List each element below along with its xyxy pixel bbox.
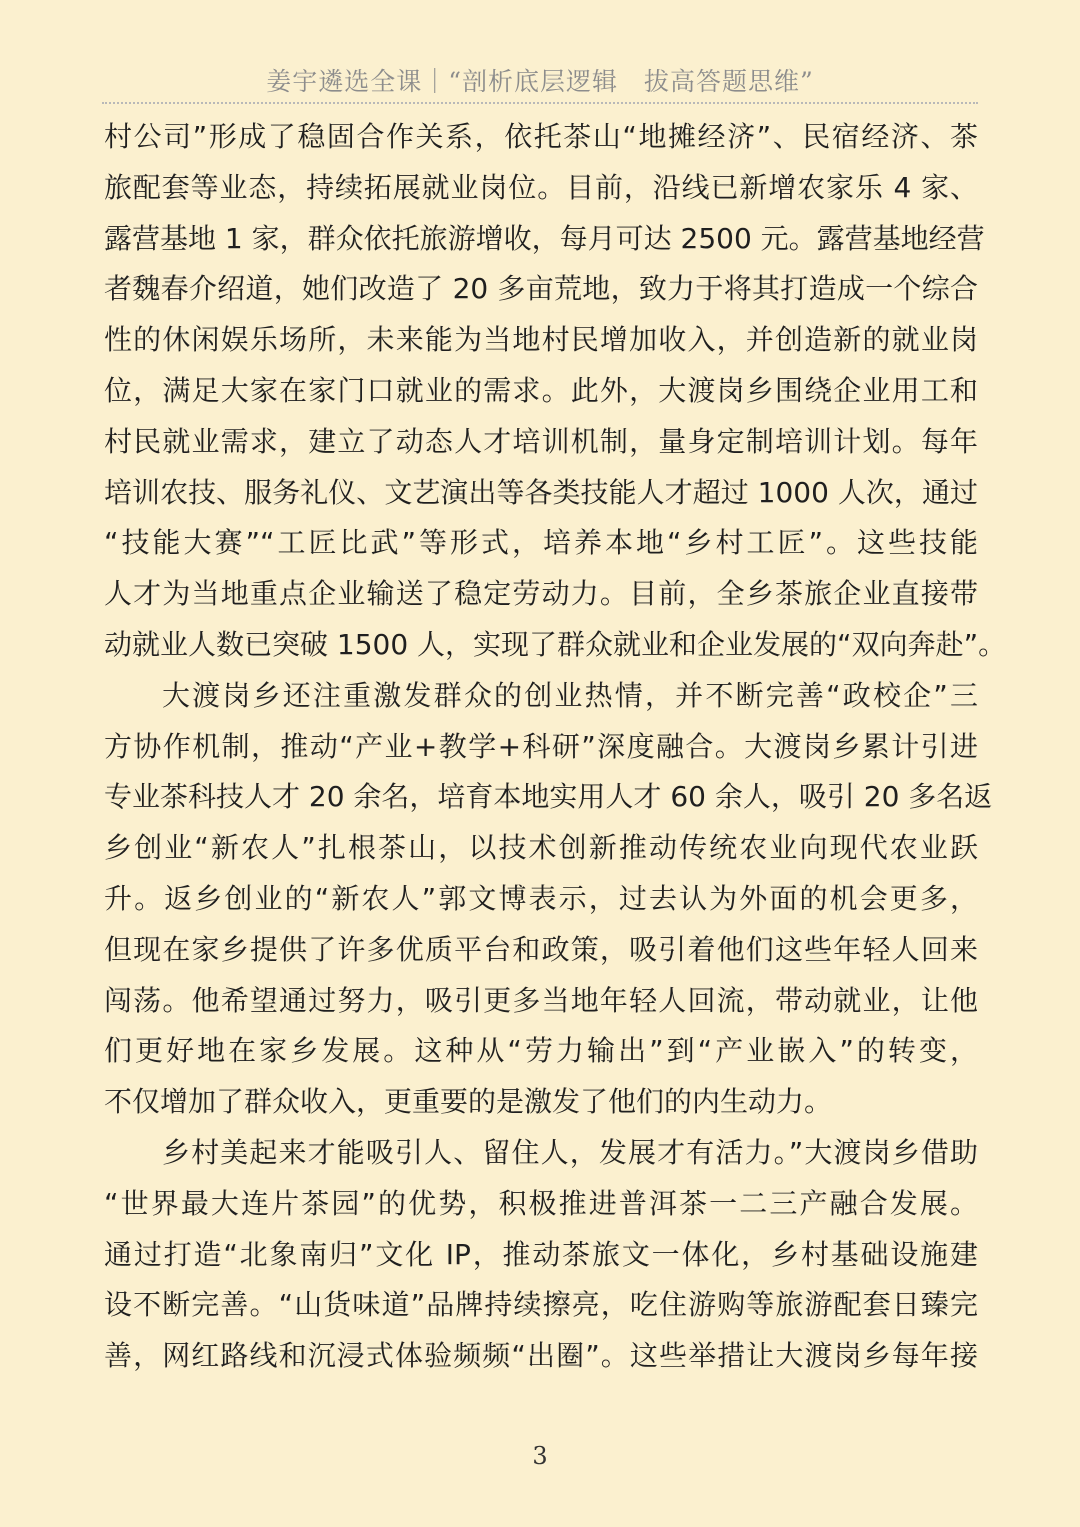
text-line: “世界最大连片茶园”的优势，积极推进普洱茶一二三产融合发展。 xyxy=(104,1186,978,1220)
text-line: 露营基地 1 家，群众依托旅游增收，每月可达 2500 元。露营基地经营 xyxy=(104,221,985,255)
text-line: 通过打造“北象南归”文化 IP，推动茶旅文一体化，乡村基础设施建 xyxy=(104,1237,978,1271)
text-line: 动就业人数已突破 1500 人，实现了群众就业和企业发展的“双向奔赴”。 xyxy=(104,627,1007,661)
header-divider xyxy=(102,102,978,104)
text-line: 方协作机制，推动“产业+教学+科研”深度融合。大渡岗乡累计引进 xyxy=(104,729,978,763)
text-line: 专业茶科技人才 20 余名，培育本地实用人才 60 余人，吸引 20 多名返 xyxy=(104,780,993,814)
text-line: 者魏春介绍道，她们改造了 20 多亩荒地，致力于将其打造成一个综合 xyxy=(104,272,978,306)
page-number: 3 xyxy=(532,1442,548,1470)
text-line: 村民就业需求，建立了动态人才培训机制，量身定制培训计划。每年 xyxy=(104,424,978,458)
text-line: 善，网红路线和沉浸式体验频频“出圈”。这些举措让大渡岗乡每年接 xyxy=(104,1339,978,1373)
text-line: 但现在家乡提供了许多优质平台和政策，吸引着他们这些年轻人回来 xyxy=(104,932,978,966)
text-line: 升。返乡创业的“新农人”郭文博表示，过去认为外面的机会更多， xyxy=(104,881,978,915)
text-line: 闯荡。他希望通过努力，吸引更多当地年轻人回流，带动就业，让他 xyxy=(104,983,978,1017)
text-line: 旅配套等业态，持续拓展就业岗位。目前，沿线已新增农家乐 4 家、 xyxy=(104,170,978,204)
text-line: 位，满足大家在家门口就业的需求。此外，大渡岗乡围绕企业用工和 xyxy=(104,373,978,407)
text-line: “技能大赛”“工匠比武”等形式，培养本地“乡村工匠”。这些技能 xyxy=(104,526,978,560)
paragraph-first-line: 大渡岗乡还注重激发群众的创业热情，并不断完善“政校企”三 xyxy=(162,678,978,712)
paragraph-first-line: 乡村美起来才能吸引人、留住人，发展才有活力。”大渡岗乡借助 xyxy=(162,1135,978,1169)
text-line: 乡创业“新农人”扎根茶山，以技术创新推动传统农业向现代农业跃 xyxy=(104,831,978,865)
text-line: 设不断完善。“山货味道”品牌持续擦亮，吃住游购等旅游配套日臻完 xyxy=(104,1288,978,1322)
text-line: 培训农技、服务礼仪、文艺演出等各类技能人才超过 1000 人次，通过 xyxy=(104,475,978,509)
text-line: 们更好地在家乡发展。这种从“劳力输出”到“产业嵌入”的转变， xyxy=(104,1034,978,1068)
text-line: 村公司”形成了稳固合作关系，依托茶山“地摊经济”、民宿经济、茶 xyxy=(104,120,978,153)
page-header: 姜宇遴选全课｜“剖析底层逻辑 拔高答题思维” xyxy=(266,67,814,96)
text-line: 人才为当地重点企业输送了稳定劳动力。目前，全乡茶旅企业直接带 xyxy=(104,577,978,611)
text-line: 不仅增加了群众收入，更重要的是激发了他们的内生动力。 xyxy=(104,1085,833,1119)
text-line: 性的休闲娱乐场所，未来能为当地村民增加收入，并创造新的就业岗 xyxy=(104,323,978,357)
article-body xyxy=(104,112,1007,1382)
